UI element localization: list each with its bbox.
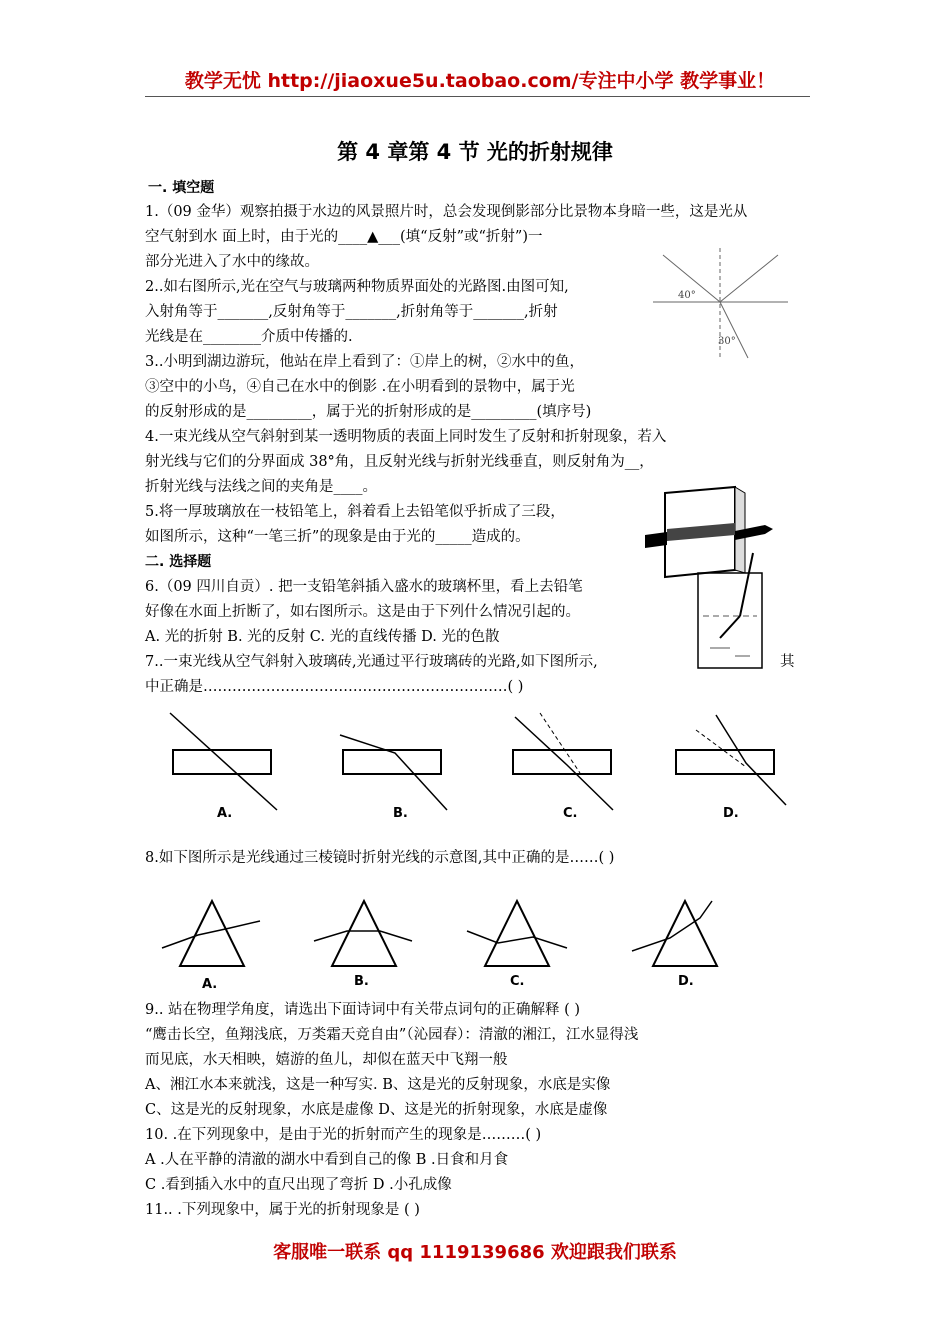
q11-line: 11.. .下列现象中，属于光的折射现象是 ( ) <box>145 1202 420 1218</box>
q10-options-ab: A .人在平静的清澈的湖水中看到自己的像 B .日食和月食 <box>145 1152 509 1168</box>
prism-figure-a <box>160 893 270 998</box>
q1-line2: 空气射到水 面上时，由于光的____▲___(填“反射”或“折射”)一 <box>145 229 543 245</box>
q3-line1: 3..小明到湖边游玩，他站在岸上看到了：①岸上的树，②水中的鱼， <box>145 354 584 370</box>
section-fill-blank: 一. 填空题 <box>148 180 215 196</box>
section-choice: 二. 选择题 <box>145 554 212 570</box>
prism-label-b: B. <box>354 974 369 989</box>
q1-line3: 部分光进入了水中的缘故。 <box>145 254 319 270</box>
q6-line2: 好像在水面上折断了，如右图所示。这是由于下列什么情况引起的。 <box>145 604 580 620</box>
q2-line1: 2..如右图所示,光在空气与玻璃两种物质界面处的光路图.由图可知, <box>145 279 569 295</box>
prism-label-c: C. <box>510 974 525 989</box>
q9-options-ab: A、湘江水本来就浅，这是一种写实. B、这是光的反射现象，水底是实像 <box>145 1077 611 1093</box>
page-title: 第 4 章第 4 节 光的折射规律 <box>337 140 613 164</box>
slab-label-b: B. <box>393 806 408 821</box>
q9-line1: 9.. 站在物理学角度，请选出下面诗词中有关带点词句的正确解释 ( ) <box>145 1002 581 1018</box>
q8-line: 8.如下图所示是光线通过三棱镜时折射光线的示意图,其中正确的是……( ) <box>145 850 615 866</box>
slab-figure-a <box>165 705 285 820</box>
angle-label-40: 40° <box>678 290 696 301</box>
q1-line1: 1.（09 金华）观察拍摄于水边的风景照片时，总会发现倒影部分比景物本身暗一些，这是光从 <box>145 204 748 220</box>
prism-label-d: D. <box>678 974 694 989</box>
q3-line2: ③空中的小鸟，④自己在水中的倒影 .在小明看到的景物中，属于光 <box>145 379 575 395</box>
q4-line1: 4.一束光线从空气斜射到某一透明物质的表面上同时发生了反射和折射现象，若入 <box>145 429 667 445</box>
slab-figure-d <box>668 705 793 820</box>
q9-line3: 而见底，水天相映，嬉游的鱼儿，却似在蓝天中飞翔一般 <box>145 1052 508 1068</box>
q10-line: 10. .在下列现象中，是由于光的折射而产生的现象是………( ) <box>145 1127 542 1143</box>
q6-options: A. 光的折射 B. 光的反射 C. 光的直线传播 D. 光的色散 <box>145 629 500 645</box>
header-rule <box>145 96 810 97</box>
slab-figure-c <box>505 705 625 820</box>
q6-line1: 6.（09 四川自贡）. 把一支铅笔斜插入盛水的玻璃杯里，看上去铅笔 <box>145 579 583 595</box>
prism-figure-c <box>465 893 575 998</box>
q3-line3: 的反射形成的是_________，属于光的折射形成的是_________(填序号) <box>145 404 592 420</box>
q9-line2: “鹰击长空，鱼翔浅底，万类霜天竞自由”（沁园春）：清澈的湘江，江水显得浅 <box>145 1027 639 1043</box>
prism-label-a: A. <box>202 977 218 992</box>
q7-line1: 7..一束光线从空气斜射入玻璃砖,光通过平行玻璃砖的光路,如下图所示, <box>145 654 598 670</box>
q9-options-cd: C、这是光的反射现象，水底是虚像 D、这是光的折射现象，水底是虚像 <box>145 1102 608 1118</box>
slab-label-d: D. <box>723 806 739 821</box>
slab-figure-b <box>335 705 455 820</box>
q7-line2: 中正确是………………………………………………………( ) <box>145 679 524 695</box>
slab-label-a: A. <box>217 806 233 821</box>
q4-line3: 折射光线与法线之间的夹角是____。 <box>145 479 377 495</box>
angle-label-30: 30° <box>718 336 736 347</box>
prism-figure-d <box>630 893 740 998</box>
page-footer: 客服唯一联系 qq 1119139686 欢迎跟我们联系 <box>273 1242 677 1263</box>
q2-line3: 光线是在________介质中传播的. <box>145 329 353 345</box>
q2-line2: 入射角等于_______,反射角等于_______,折射角等于_______,折射 <box>145 304 558 320</box>
q7-line1-end: 其 <box>780 654 795 670</box>
q4-line2: 射光线与它们的分界面成 38°角，且反射光线与折射光线垂直，则反射角为__， <box>145 454 654 470</box>
refraction-angle-figure <box>648 240 793 365</box>
slab-label-c: C. <box>563 806 578 821</box>
page-header: 教学无忧 http://jiaoxue5u.taobao.com/专注中小学 教学事业！ <box>184 70 776 92</box>
q10-options-cd: C .看到插入水中的直尺出现了弯折 D .小孔成像 <box>145 1177 452 1193</box>
prism-figure-b <box>312 893 422 998</box>
pencil-in-water-figure <box>695 548 770 673</box>
q5-line1: 5.将一厚玻璃放在一枝铅笔上，斜着看上去铅笔似乎折成了三段， <box>145 504 565 520</box>
q5-line2: 如图所示，这种“一笔三折”的现象是由于光的_____造成的。 <box>145 529 530 545</box>
